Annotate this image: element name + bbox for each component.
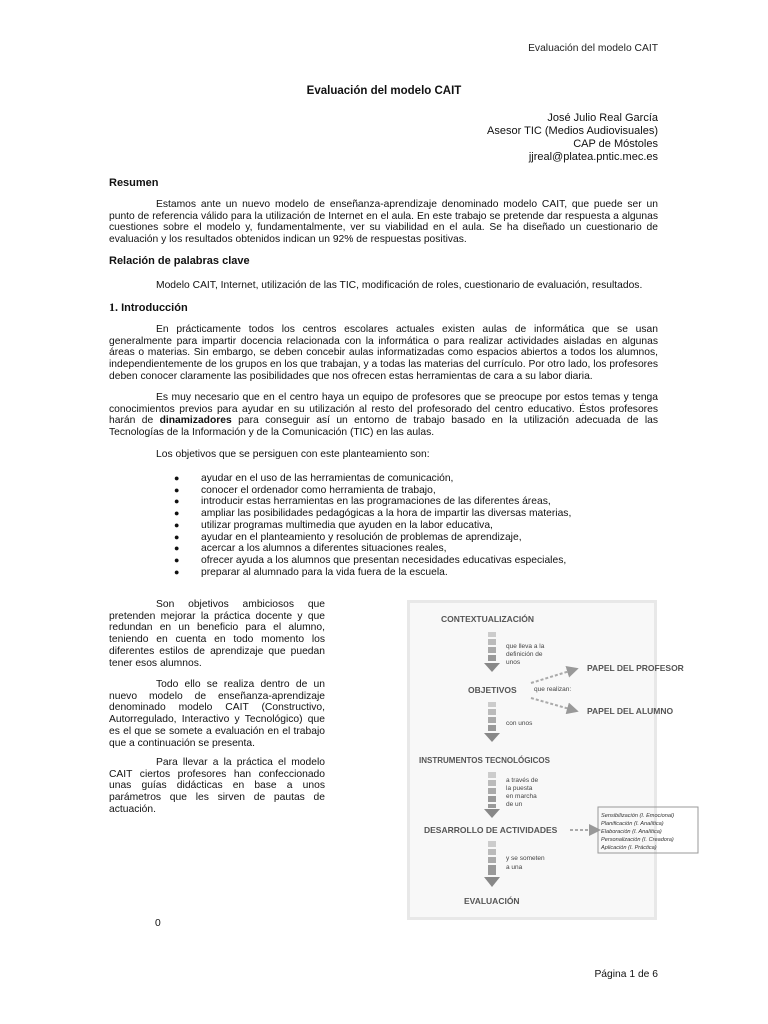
resumen-paragraph: [109, 199, 658, 246]
page-footer: Página 1 de 6: [594, 969, 658, 980]
objective-text: preparar al alumnado para la vida fuera de la escuela.: [201, 566, 448, 578]
intro-heading: [109, 302, 188, 315]
list-item: [157, 485, 627, 497]
connector-text: con unos: [506, 720, 533, 727]
keywords-paragraph: [109, 280, 658, 292]
node-contextualizacion: CONTEXTUALIZACIÓN: [441, 614, 535, 624]
bullet-icon: ●: [174, 519, 180, 530]
resumen-heading: Resumen: [109, 177, 159, 189]
list-item: [157, 520, 627, 532]
phase-item: Aplicación (I. Práctica): [601, 845, 657, 851]
author-role: Asesor TIC (Medios Audiovisuales): [487, 125, 658, 137]
phase-item: Planificación (I. Analítica): [601, 821, 664, 827]
cait-model-diagram: [407, 600, 684, 920]
connector-text: que realizan:: [534, 686, 572, 693]
list-item: [157, 555, 627, 567]
list-item: [157, 543, 627, 555]
objectives-list: [157, 473, 627, 578]
col-p3-text: Para llevar a la práctica el modelo CAIT ciertos profesores han confeccionado unas guías didácticas en base a unos parámetros que les sirven de pautas de actuación.: [109, 757, 325, 815]
bullet-icon: ●: [174, 566, 180, 577]
bullet-icon: ●: [174, 543, 180, 554]
list-item: [157, 496, 627, 508]
intro-p3-text: Los objetivos que se persiguen con este planteamiento son:: [156, 449, 430, 460]
phase-item: Personalización (I. Creadora): [601, 837, 674, 843]
author-org: CAP de Móstoles: [573, 138, 658, 150]
connector-text: que lleva a la: [506, 643, 545, 650]
connector-text: definición de: [506, 651, 543, 658]
column-paragraph-1: [109, 599, 325, 669]
intro-p1-text: En prácticamente todos los centros escolares actuales existen aulas de informática que se usan generalmente para impartir docencia relacionada con la informática o para realizar actividades aisladas en algunas áreas o materias. Sin embargo, se deben concebir aulas informatizadas como espacios abiertos a todos los alumnos, independientemente de los grupos en los que trabajan, y a todas las materias del currículo. Por otro lado, los profesores deben conocer claramente las posibilidades que nos ofrecen estas herramientas de cara a su labor diaria.: [109, 324, 658, 382]
bullet-icon: ●: [174, 554, 180, 565]
running-header: Evaluación del modelo CAIT: [528, 43, 658, 54]
author-block: [487, 112, 658, 164]
stray-page-number: 0: [155, 918, 161, 929]
node-instrumentos: INSTRUMENTOS TECNOLÓGICOS: [419, 756, 550, 765]
intro-paragraph-1: [109, 324, 658, 383]
author-name: José Julio Real García: [547, 112, 658, 124]
objective-text: introducir estas herramientas en las programaciones de las diferentes áreas,: [201, 496, 551, 508]
list-item: [157, 508, 627, 520]
node-papel-alumno: PAPEL DEL ALUMNO: [587, 706, 674, 716]
intro-p2-b: para conseguir así un entorno de trabajo basado en la utilización adecuada de las Tecnologías de la Información y de la Comunicación (TIC) en las aulas.: [109, 415, 659, 439]
keywords-text: Modelo CAIT, Internet, utilización de las TIC, modificación de roles, cuestionario de evaluación, resultados.: [156, 280, 643, 291]
bullet-icon: ●: [174, 484, 180, 495]
node-papel-profesor: PAPEL DEL PROFESOR: [587, 663, 684, 673]
objective-text: ayudar en el planteamiento y resolución de problemas de aprendizaje,: [201, 531, 522, 543]
objective-text: ayudar en el uso de las herramientas de comunicación,: [201, 473, 454, 484]
intro-number: 1.: [109, 300, 118, 314]
bullet-icon: ●: [174, 473, 180, 483]
connector-text: la puesta: [506, 785, 533, 792]
objective-text: conocer el ordenador como herramienta de trabajo,: [201, 484, 436, 496]
connector-text: en marcha: [506, 793, 537, 800]
bullet-icon: ●: [174, 496, 180, 507]
node-desarrollo: DESARROLLO DE ACTIVIDADES: [424, 825, 558, 835]
phase-item: Sensibilización (I. Emocional): [601, 813, 675, 819]
intro-heading-text: Introducción: [121, 302, 188, 314]
list-item: [157, 532, 627, 544]
list-item: [157, 473, 627, 485]
objective-text: utilizar programas multimedia que ayuden en la labor educativa,: [201, 519, 493, 531]
intro-p2-bold: dinamizadores: [159, 415, 232, 427]
resumen-text: Estamos ante un nuevo modelo de enseñanza-aprendizaje denominado modelo CAIT, que puede ser un punto de referencia válido para la utilización de Internet en el aula. En este trabajo se pretende dar respuesta a algunas cuestiones sobre el modelo y, fundamentalmente, ver su viabilidad en el aula. Se ha diseñado un cuestionario de evaluación y los resultados obtenidos indican un 92% de respuestas positivas.: [109, 199, 658, 246]
paper-title: Evaluación del modelo CAIT: [306, 85, 462, 97]
keywords-heading: Relación de palabras clave: [109, 255, 250, 267]
col-p2-text: Todo ello se realiza dentro de un nuevo modelo de enseñanza-aprendizaje denominado modelo CAIT (Constructivo, Autorregulado, Interactivo y Tecnológico) que es el que se somete a evaluación en el trabajo que a continuación se presenta.: [109, 679, 325, 749]
node-evaluacion: EVALUACIÓN: [464, 896, 520, 906]
column-paragraph-2: [109, 679, 325, 749]
intro-paragraph-2: [109, 392, 658, 439]
connector-text: unos: [506, 659, 521, 666]
intro-p2-a: Es muy necesario que en el centro haya un equipo de profesores que se preocupe por estos temas y tenga conocimientos previos para ayudar en su utilización al resto del profesorado del centro educativo. Éstos profesores harán de: [109, 392, 658, 427]
connector-text: a través de: [506, 777, 539, 784]
bullet-icon: ●: [174, 508, 180, 519]
phase-item: Elaboración (I. Analítica): [601, 829, 662, 835]
objective-text: ofrecer ayuda a los alumnos que presentan necesidades educativas especiales,: [201, 554, 567, 566]
column-paragraph-3: [109, 757, 325, 816]
node-objetivos: OBJETIVOS: [468, 685, 517, 695]
connector-text: de un: [506, 801, 523, 808]
connector-text: y se someten: [506, 855, 545, 862]
objective-text: ampliar las posibilidades pedagógicas a la hora de impartir las diversas materias,: [201, 508, 572, 520]
author-email: jjreal@platea.pntic.mec.es: [528, 151, 658, 163]
list-item: [157, 567, 627, 579]
objective-text: acercar a los alumnos a diferentes situaciones reales,: [201, 543, 447, 555]
intro-p2-text: [109, 392, 658, 439]
col-p1-text: Son objetivos ambiciosos que pretenden mejorar la práctica docente y que redundan en un beneficio para el alumno, teniendo en cuenta en todo momento los diferentes estilos de aprendizaje que puedan tener esos alumnos.: [109, 599, 325, 669]
bullet-icon: ●: [174, 531, 180, 542]
intro-paragraph-3: [109, 449, 658, 461]
connector-text: a una: [506, 864, 523, 871]
